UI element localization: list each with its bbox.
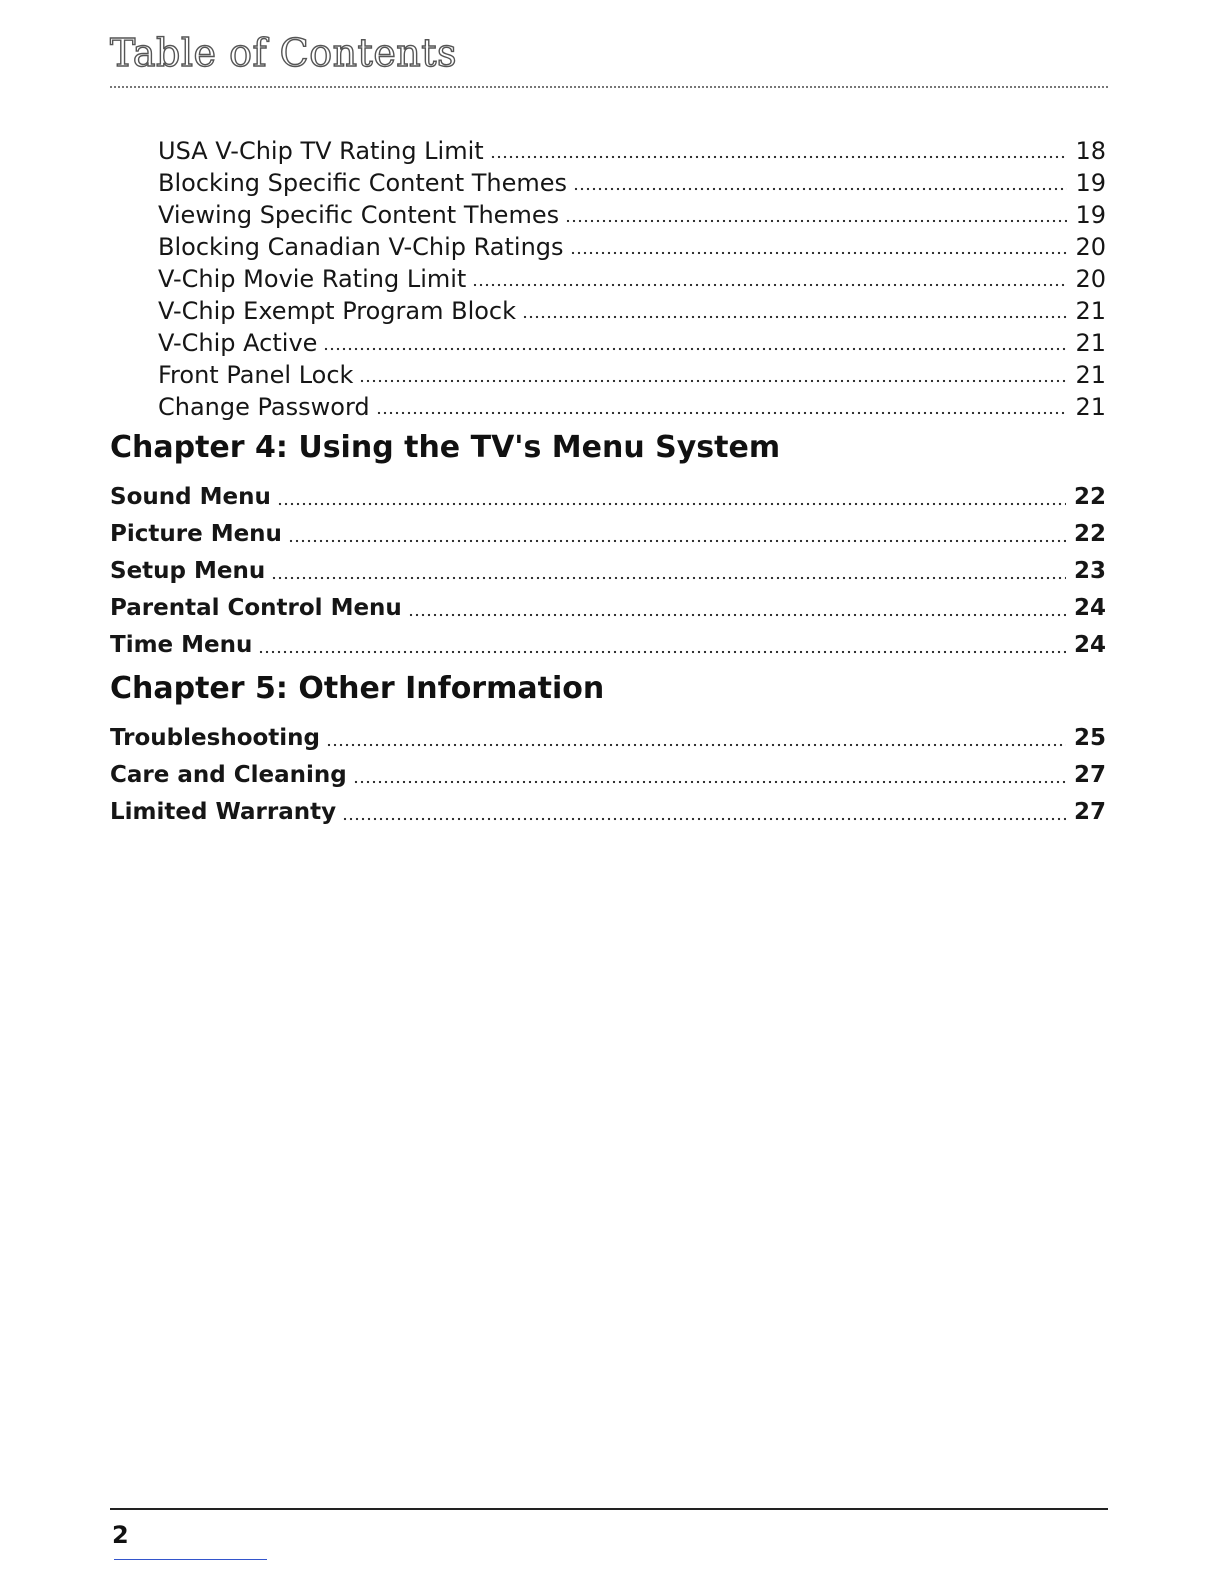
dot-leader — [376, 411, 1068, 415]
toc-entry-label: Troubleshooting — [110, 725, 321, 751]
dot-leader — [359, 379, 1067, 383]
toc-entry-label: Setup Menu — [110, 558, 266, 584]
toc-entry-label: V-Chip Exempt Program Block — [158, 297, 517, 325]
toc-entry-page: 18 — [1075, 137, 1106, 165]
toc-entry-label: Blocking Specific Content Themes — [158, 169, 568, 197]
dot-leader — [522, 315, 1067, 319]
toc-entry-label: USA V-Chip TV Rating Limit — [158, 137, 484, 165]
toc-entry-v-chip-active[interactable] — [158, 328, 1106, 358]
dot-leader — [573, 187, 1067, 191]
toc-entry-page: 19 — [1075, 169, 1106, 197]
toc-entry-care-and-cleaning[interactable] — [110, 759, 1106, 791]
dot-leader — [258, 650, 1066, 654]
toc-entry-sound-menu[interactable] — [110, 481, 1106, 513]
toc-entry-label: Front Panel Lock — [158, 361, 354, 389]
toc-entry-time-menu[interactable] — [110, 629, 1106, 661]
toc-entry-page: 24 — [1073, 632, 1106, 658]
toc-entry-page: 23 — [1073, 558, 1106, 584]
dot-leader — [565, 219, 1067, 223]
toc-entry-label: Sound Menu — [110, 484, 271, 510]
toc-entry-label: Time Menu — [110, 632, 253, 658]
toc-entry-viewing-specific-content-themes[interactable] — [158, 200, 1106, 230]
page-number: 2 — [112, 1521, 129, 1549]
toc-entry-label: Limited Warranty — [110, 799, 337, 825]
footer-underline — [114, 1559, 267, 1560]
toc-entry-label: Parental Control Menu — [110, 595, 402, 621]
page-title: Table of Contents — [110, 31, 458, 75]
toc-entry-label: Care and Cleaning — [110, 762, 347, 788]
toc-entry-setup-menu[interactable] — [110, 555, 1106, 587]
toc-entry-page: 27 — [1073, 799, 1106, 825]
toc-entry-v-chip-exempt-program-block[interactable] — [158, 296, 1106, 326]
toc-entry-blocking-canadian-v-chip-ratings[interactable] — [158, 232, 1106, 262]
toc-entry-front-panel-lock[interactable] — [158, 360, 1106, 390]
toc-entry-parental-control-menu[interactable] — [110, 592, 1106, 624]
toc-entry-label: Viewing Specific Content Themes — [158, 201, 560, 229]
toc-entry-change-password[interactable] — [158, 392, 1106, 422]
toc-entry-label: V-Chip Active — [158, 329, 318, 357]
toc-entry-label: V-Chip Movie Rating Limit — [158, 265, 467, 293]
toc-entry-page: 22 — [1073, 521, 1106, 547]
toc-entry-blocking-specific-content-themes[interactable] — [158, 168, 1106, 198]
dot-leader — [323, 347, 1067, 351]
toc-entry-page: 20 — [1075, 233, 1106, 261]
toc-entry-label: Change Password — [158, 393, 370, 421]
toc-entry-page: 24 — [1073, 595, 1106, 621]
chapter-4-heading: Chapter 4: Using the TV's Menu System — [110, 430, 781, 465]
dot-leader — [326, 743, 1066, 747]
toc-entry-page: 27 — [1073, 762, 1106, 788]
dot-leader — [472, 283, 1067, 287]
dot-leader — [408, 613, 1066, 617]
dot-leader — [570, 251, 1068, 255]
footer-divider — [110, 1508, 1108, 1510]
toc-entry-page: 21 — [1075, 297, 1106, 325]
dot-leader — [342, 817, 1066, 821]
toc-entry-page: 19 — [1075, 201, 1106, 229]
toc-entry-usa-v-chip-tv-rating-limit[interactable] — [158, 136, 1106, 166]
chapter-5-heading: Chapter 5: Other Information — [110, 671, 605, 706]
toc-entry-label: Picture Menu — [110, 521, 282, 547]
toc-entry-label: Blocking Canadian V-Chip Ratings — [158, 233, 564, 261]
title-divider — [110, 86, 1108, 88]
dot-leader — [271, 576, 1066, 580]
toc-entry-page: 22 — [1073, 484, 1106, 510]
toc-entry-page: 21 — [1075, 329, 1106, 357]
toc-entry-troubleshooting[interactable] — [110, 722, 1106, 754]
toc-entry-v-chip-movie-rating-limit[interactable] — [158, 264, 1106, 294]
dot-leader — [353, 780, 1066, 784]
toc-entry-page: 21 — [1075, 361, 1106, 389]
dot-leader — [277, 502, 1066, 506]
dot-leader — [490, 155, 1068, 159]
toc-entry-page: 21 — [1075, 393, 1106, 421]
dot-leader — [288, 539, 1066, 543]
toc-entry-page: 20 — [1075, 265, 1106, 293]
toc-entry-picture-menu[interactable] — [110, 518, 1106, 550]
toc-entry-page: 25 — [1073, 725, 1106, 751]
toc-entry-limited-warranty[interactable] — [110, 796, 1106, 828]
